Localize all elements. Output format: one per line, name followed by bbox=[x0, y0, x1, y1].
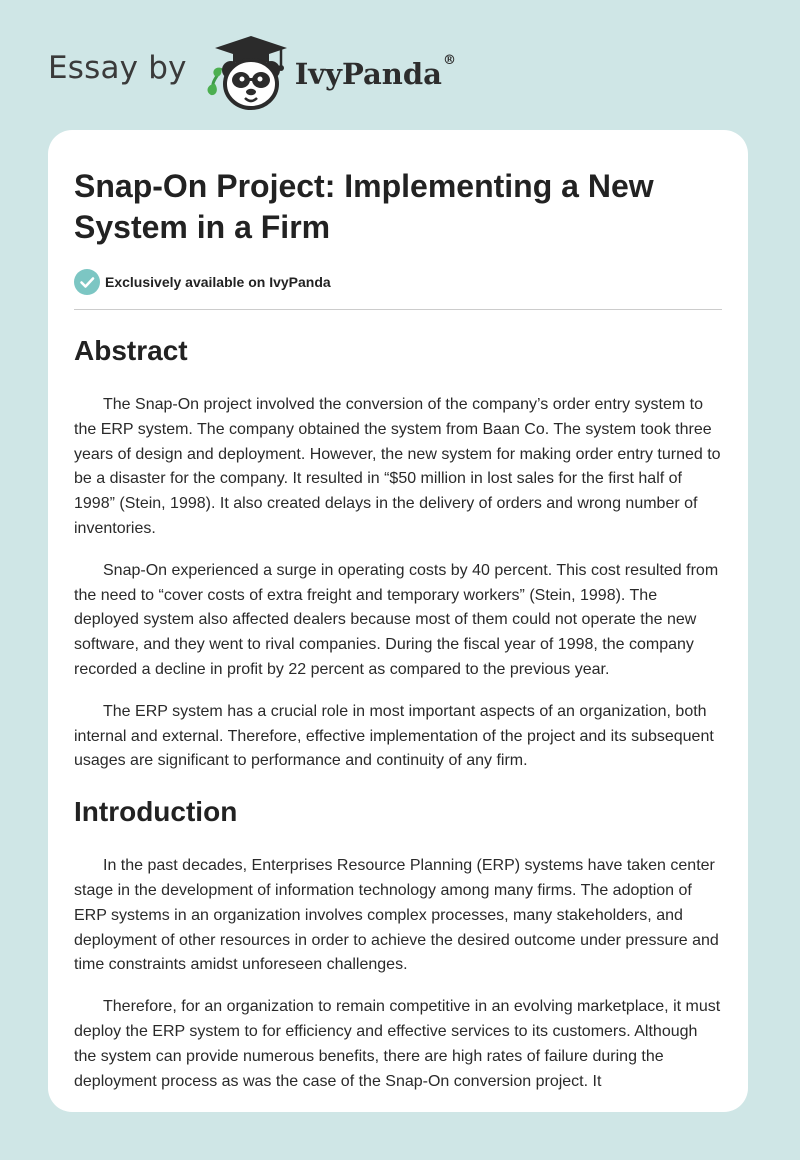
brand-text: IvyPanda bbox=[294, 57, 442, 91]
section-heading-introduction: Introduction bbox=[74, 796, 238, 828]
exclusive-badge bbox=[74, 268, 722, 296]
exclusive-badge-text: Exclusively available on IvyPanda bbox=[105, 274, 331, 290]
section-heading-abstract: Abstract bbox=[74, 335, 188, 366]
paragraph: The Snap-On project involved the conversion of the company’s order entry system to the ERP system. The company obtained the system from Baan Co. The system took three years of design and deployment. However, the new system for making order entry turned to be a disaster for the company. It resulted in “$50 million in lost sales for the first half of 1998” (Stein, 1998). It also created delays in the delivery of orders and wrong number of inventories. bbox=[74, 396, 721, 537]
paragraph: Snap-On experienced a surge in operating costs by 40 percent. This cost resulted from the need to “cover costs of extra freight and temporary workers” (Stein, 1998). The deployed system also affected dealers because most of them could not operate the new software, and they went to rival companies. During the fiscal year of 1998, the company recorded a decline in profit by 22 percent as compared to the previous year. bbox=[74, 561, 719, 678]
paragraph: In the past decades, Enterprises Resource Planning (ERP) systems have taken center stage in the development of information technology among many firms. The adoption of ERP systems in an organization involves complex processes, many stakeholders, and deployment of other resources in order to achieve the desired outcome under pressure and time constraints amidst unforeseen challenges. bbox=[74, 857, 719, 974]
paragraph: The ERP system has a crucial role in most important aspects of an organization, both internal and external. Therefore, effective implementation of the project and its subsequent usages are significant to performance and continuity of any firm. bbox=[74, 702, 714, 770]
divider bbox=[74, 309, 722, 310]
registered-mark: ® bbox=[442, 53, 456, 68]
check-circle-icon bbox=[74, 269, 100, 295]
article-title: Snap-On Project: Implementing a New System in a Firm bbox=[74, 168, 654, 245]
panda-logo-icon[interactable] bbox=[201, 32, 293, 112]
essay-by-label: Essay by bbox=[48, 50, 187, 86]
article-card bbox=[48, 130, 748, 1112]
paragraph: Therefore, for an organization to remain competitive in an evolving marketplace, it must deploy the ERP system to for efficiency and effective services to its customers. Although the system can provide numerous benefits, there are high rates of failure during the deployment process as was the case of the Snap-On conversion project. It bbox=[74, 998, 721, 1090]
site-header bbox=[48, 32, 456, 112]
brand-name[interactable] bbox=[294, 53, 456, 91]
